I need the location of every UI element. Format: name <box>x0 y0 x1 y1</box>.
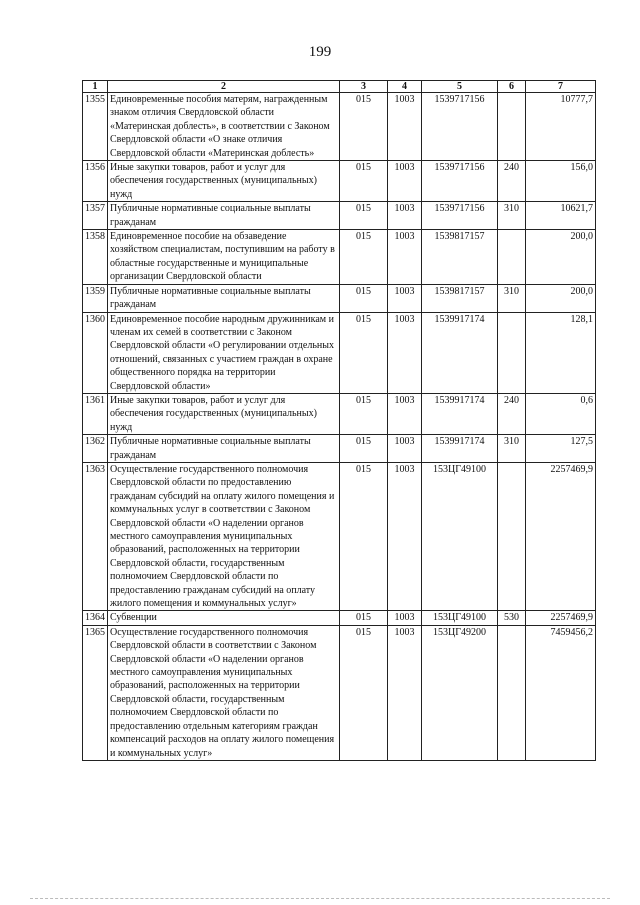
table-row <box>83 230 596 285</box>
row-name-cell: Единовременное пособие народным дружинникам и членам их семей в соответствии с Законом Свердловской области «О регулировании отдельных отношений, связанных с участием граждан в охране общественного порядка на территории Свердловской области» <box>108 312 340 393</box>
column-header: 5 <box>422 81 498 93</box>
row-number-cell: 1360 <box>83 312 108 393</box>
row-expense-type-cell: 240 <box>498 393 526 434</box>
row-section-code-cell: 1003 <box>388 393 422 434</box>
row-name-cell: Субвенции <box>108 611 340 625</box>
row-amount-cell: 2257469,9 <box>526 462 596 610</box>
row-amount-cell: 0,6 <box>526 393 596 434</box>
row-number-cell: 1357 <box>83 202 108 230</box>
column-header: 1 <box>83 81 108 93</box>
budget-table <box>82 80 596 761</box>
table-header-row <box>83 81 596 93</box>
row-name-cell: Осуществление государственного полномочия Свердловской области в соответствии с Законом Свердловской области «О наделении органов местного самоуправления муниципальных образований, расположенных на территории Свердловской области, государственным полномочием Свердловской области по предоставлению отдельным категориям граждан компенсаций расходов на оплату жилого помещения и коммунальных услуг» <box>108 625 340 760</box>
row-number-cell: 1361 <box>83 393 108 434</box>
row-section-code-cell: 1003 <box>388 312 422 393</box>
row-section-code-cell: 1003 <box>388 435 422 463</box>
table-row <box>83 312 596 393</box>
row-target-item-cell: 1539717156 <box>422 202 498 230</box>
row-number-cell: 1363 <box>83 462 108 610</box>
row-section-code-cell: 1003 <box>388 93 422 161</box>
row-expense-type-cell <box>498 625 526 760</box>
row-name-cell: Единовременное пособие на обзаведение хозяйством специалистам, поступившим на работу в областные государственные и муниципальные организации Свердловской области <box>108 230 340 285</box>
row-target-item-cell: 1539817157 <box>422 230 498 285</box>
row-amount-cell: 10777,7 <box>526 93 596 161</box>
row-name-cell: Публичные нормативные социальные выплаты гражданам <box>108 202 340 230</box>
column-header: 7 <box>526 81 596 93</box>
row-name-cell: Единовременные пособия матерям, награжденным знаком отличия Свердловской области «Материнская доблесть», в соответствии с Законом Свердловской области «О знаке отличия Свердловской области «Материнская доблесть» <box>108 93 340 161</box>
row-number-cell: 1365 <box>83 625 108 760</box>
table-row <box>83 435 596 463</box>
row-expense-type-cell <box>498 93 526 161</box>
row-expense-type-cell: 310 <box>498 435 526 463</box>
row-target-item-cell: 1539817157 <box>422 284 498 312</box>
row-number-cell: 1362 <box>83 435 108 463</box>
row-expense-type-cell: 310 <box>498 202 526 230</box>
row-target-item-cell: 1539917174 <box>422 393 498 434</box>
table-row <box>83 284 596 312</box>
row-ministry-code-cell: 015 <box>340 435 388 463</box>
row-amount-cell: 10621,7 <box>526 202 596 230</box>
row-section-code-cell: 1003 <box>388 202 422 230</box>
row-section-code-cell: 1003 <box>388 611 422 625</box>
row-target-item-cell: 153ЦГ49200 <box>422 625 498 760</box>
row-number-cell: 1355 <box>83 93 108 161</box>
row-number-cell: 1359 <box>83 284 108 312</box>
row-section-code-cell: 1003 <box>388 161 422 202</box>
row-target-item-cell: 1539917174 <box>422 435 498 463</box>
row-amount-cell: 128,1 <box>526 312 596 393</box>
row-ministry-code-cell: 015 <box>340 202 388 230</box>
table-row <box>83 93 596 161</box>
row-number-cell: 1356 <box>83 161 108 202</box>
row-amount-cell: 7459456,2 <box>526 625 596 760</box>
row-amount-cell: 127,5 <box>526 435 596 463</box>
row-expense-type-cell <box>498 230 526 285</box>
row-ministry-code-cell: 015 <box>340 611 388 625</box>
row-ministry-code-cell: 015 <box>340 462 388 610</box>
row-expense-type-cell: 240 <box>498 161 526 202</box>
row-amount-cell: 200,0 <box>526 230 596 285</box>
table-row <box>83 462 596 610</box>
table-row <box>83 611 596 625</box>
scan-edge-artifact <box>30 898 610 901</box>
row-number-cell: 1358 <box>83 230 108 285</box>
column-header: 4 <box>388 81 422 93</box>
row-ministry-code-cell: 015 <box>340 312 388 393</box>
row-expense-type-cell: 530 <box>498 611 526 625</box>
table-row <box>83 161 596 202</box>
row-target-item-cell: 1539717156 <box>422 93 498 161</box>
row-ministry-code-cell: 015 <box>340 625 388 760</box>
row-name-cell: Публичные нормативные социальные выплаты гражданам <box>108 284 340 312</box>
row-amount-cell: 2257469,9 <box>526 611 596 625</box>
table-row <box>83 202 596 230</box>
row-ministry-code-cell: 015 <box>340 230 388 285</box>
table-row <box>83 625 596 760</box>
row-section-code-cell: 1003 <box>388 230 422 285</box>
row-ministry-code-cell: 015 <box>340 161 388 202</box>
row-amount-cell: 156,0 <box>526 161 596 202</box>
row-section-code-cell: 1003 <box>388 462 422 610</box>
row-target-item-cell: 1539917174 <box>422 312 498 393</box>
row-name-cell: Иные закупки товаров, работ и услуг для обеспечения государственных (муниципальных) нужд <box>108 161 340 202</box>
row-section-code-cell: 1003 <box>388 284 422 312</box>
row-number-cell: 1364 <box>83 611 108 625</box>
row-target-item-cell: 153ЦГ49100 <box>422 611 498 625</box>
row-name-cell: Осуществление государственного полномочия Свердловской области по предоставлению гражданам субсидий на оплату жилого помещения и коммунальных услуг в соответствии с Законом Свердловской области «О наделении органов местного самоуправления муниципальных образований, расположенных на территории Свердловской области, государственным полномочием Свердловской области по предоставлению гражданам субсидий на оплату жилого помещения и коммунальных услуг» <box>108 462 340 610</box>
column-header: 6 <box>498 81 526 93</box>
page-number: 199 <box>308 44 332 60</box>
row-target-item-cell: 153ЦГ49100 <box>422 462 498 610</box>
column-header: 3 <box>340 81 388 93</box>
row-target-item-cell: 1539717156 <box>422 161 498 202</box>
row-expense-type-cell <box>498 312 526 393</box>
row-expense-type-cell <box>498 462 526 610</box>
row-name-cell: Публичные нормативные социальные выплаты гражданам <box>108 435 340 463</box>
row-amount-cell: 200,0 <box>526 284 596 312</box>
row-ministry-code-cell: 015 <box>340 393 388 434</box>
row-ministry-code-cell: 015 <box>340 93 388 161</box>
column-header: 2 <box>108 81 340 93</box>
table-row <box>83 393 596 434</box>
row-ministry-code-cell: 015 <box>340 284 388 312</box>
row-section-code-cell: 1003 <box>388 625 422 760</box>
row-name-cell: Иные закупки товаров, работ и услуг для обеспечения государственных (муниципальных) нужд <box>108 393 340 434</box>
row-expense-type-cell: 310 <box>498 284 526 312</box>
